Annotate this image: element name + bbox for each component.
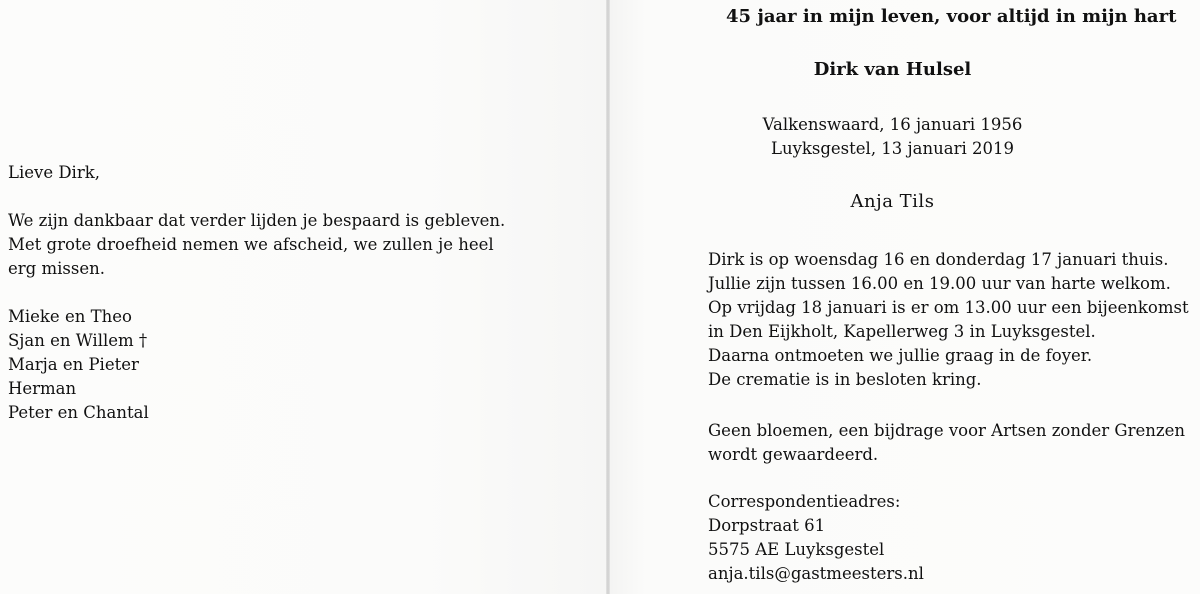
signatories-list [8,305,149,425]
correspondence-address [708,490,924,586]
flowers-line: Geen bloemen, een bijdrage voor Artsen zonder Grenzen [708,421,1185,440]
visitation-line: Op vrijdag 18 januari is er om 13.00 uur een bijeenkomst [708,298,1189,317]
signatory: Herman [8,379,77,398]
death-date: Luyksgestel, 13 januari 2019 [770,139,1014,158]
message-line: Met grote droefheid nemen we afscheid, we zullen je heel [8,235,494,254]
partner-name: Anja Tils [850,191,935,212]
visitation-line: in Den Eijkholt, Kapellerweg 3 in Luyksgestel. [708,322,1096,341]
visitation-line: Dirk is op woensdag 16 en donderdag 17 januari thuis. [708,250,1169,269]
birth-date: Valkenswaard, 16 januari 1956 [762,115,1023,134]
address-email: anja.tils@gastmeesters.nl [708,564,924,583]
flowers-line: wordt gewaardeerd. [708,445,879,464]
flowers-note [708,419,1185,467]
address-city: 5575 AE Luyksgestel [708,540,885,559]
message-paragraph [8,209,505,281]
message-line: erg missen. [8,259,105,278]
visitation-line: Daarna ontmoeten we jullie graag in de foyer. [708,346,1093,365]
signatory: Marja en Pieter [8,355,139,374]
right-page [610,0,1200,594]
salutation: Lieve Dirk, [8,163,100,182]
address-street: Dorpstraat 61 [708,516,826,535]
signatory: Sjan en Willem † [8,331,148,350]
signatory: Peter en Chantal [8,403,149,422]
address-label: Correspondentieadres: [708,492,901,511]
deceased-name: Dirk van Hulsel [813,59,972,80]
visitation-info [708,248,1189,392]
message-line: We zijn dankbaar dat verder lijden je bespaard is gebleven. [8,211,506,230]
life-dates [610,113,1175,161]
visitation-line: Jullie zijn tussen 16.00 en 19.00 uur van harte welkom. [708,274,1171,293]
signatory: Mieke en Theo [8,307,132,326]
visitation-line: De crematie is in besloten kring. [708,370,982,389]
motto: 45 jaar in mijn leven, voor altijd in mijn hart [726,6,1177,27]
